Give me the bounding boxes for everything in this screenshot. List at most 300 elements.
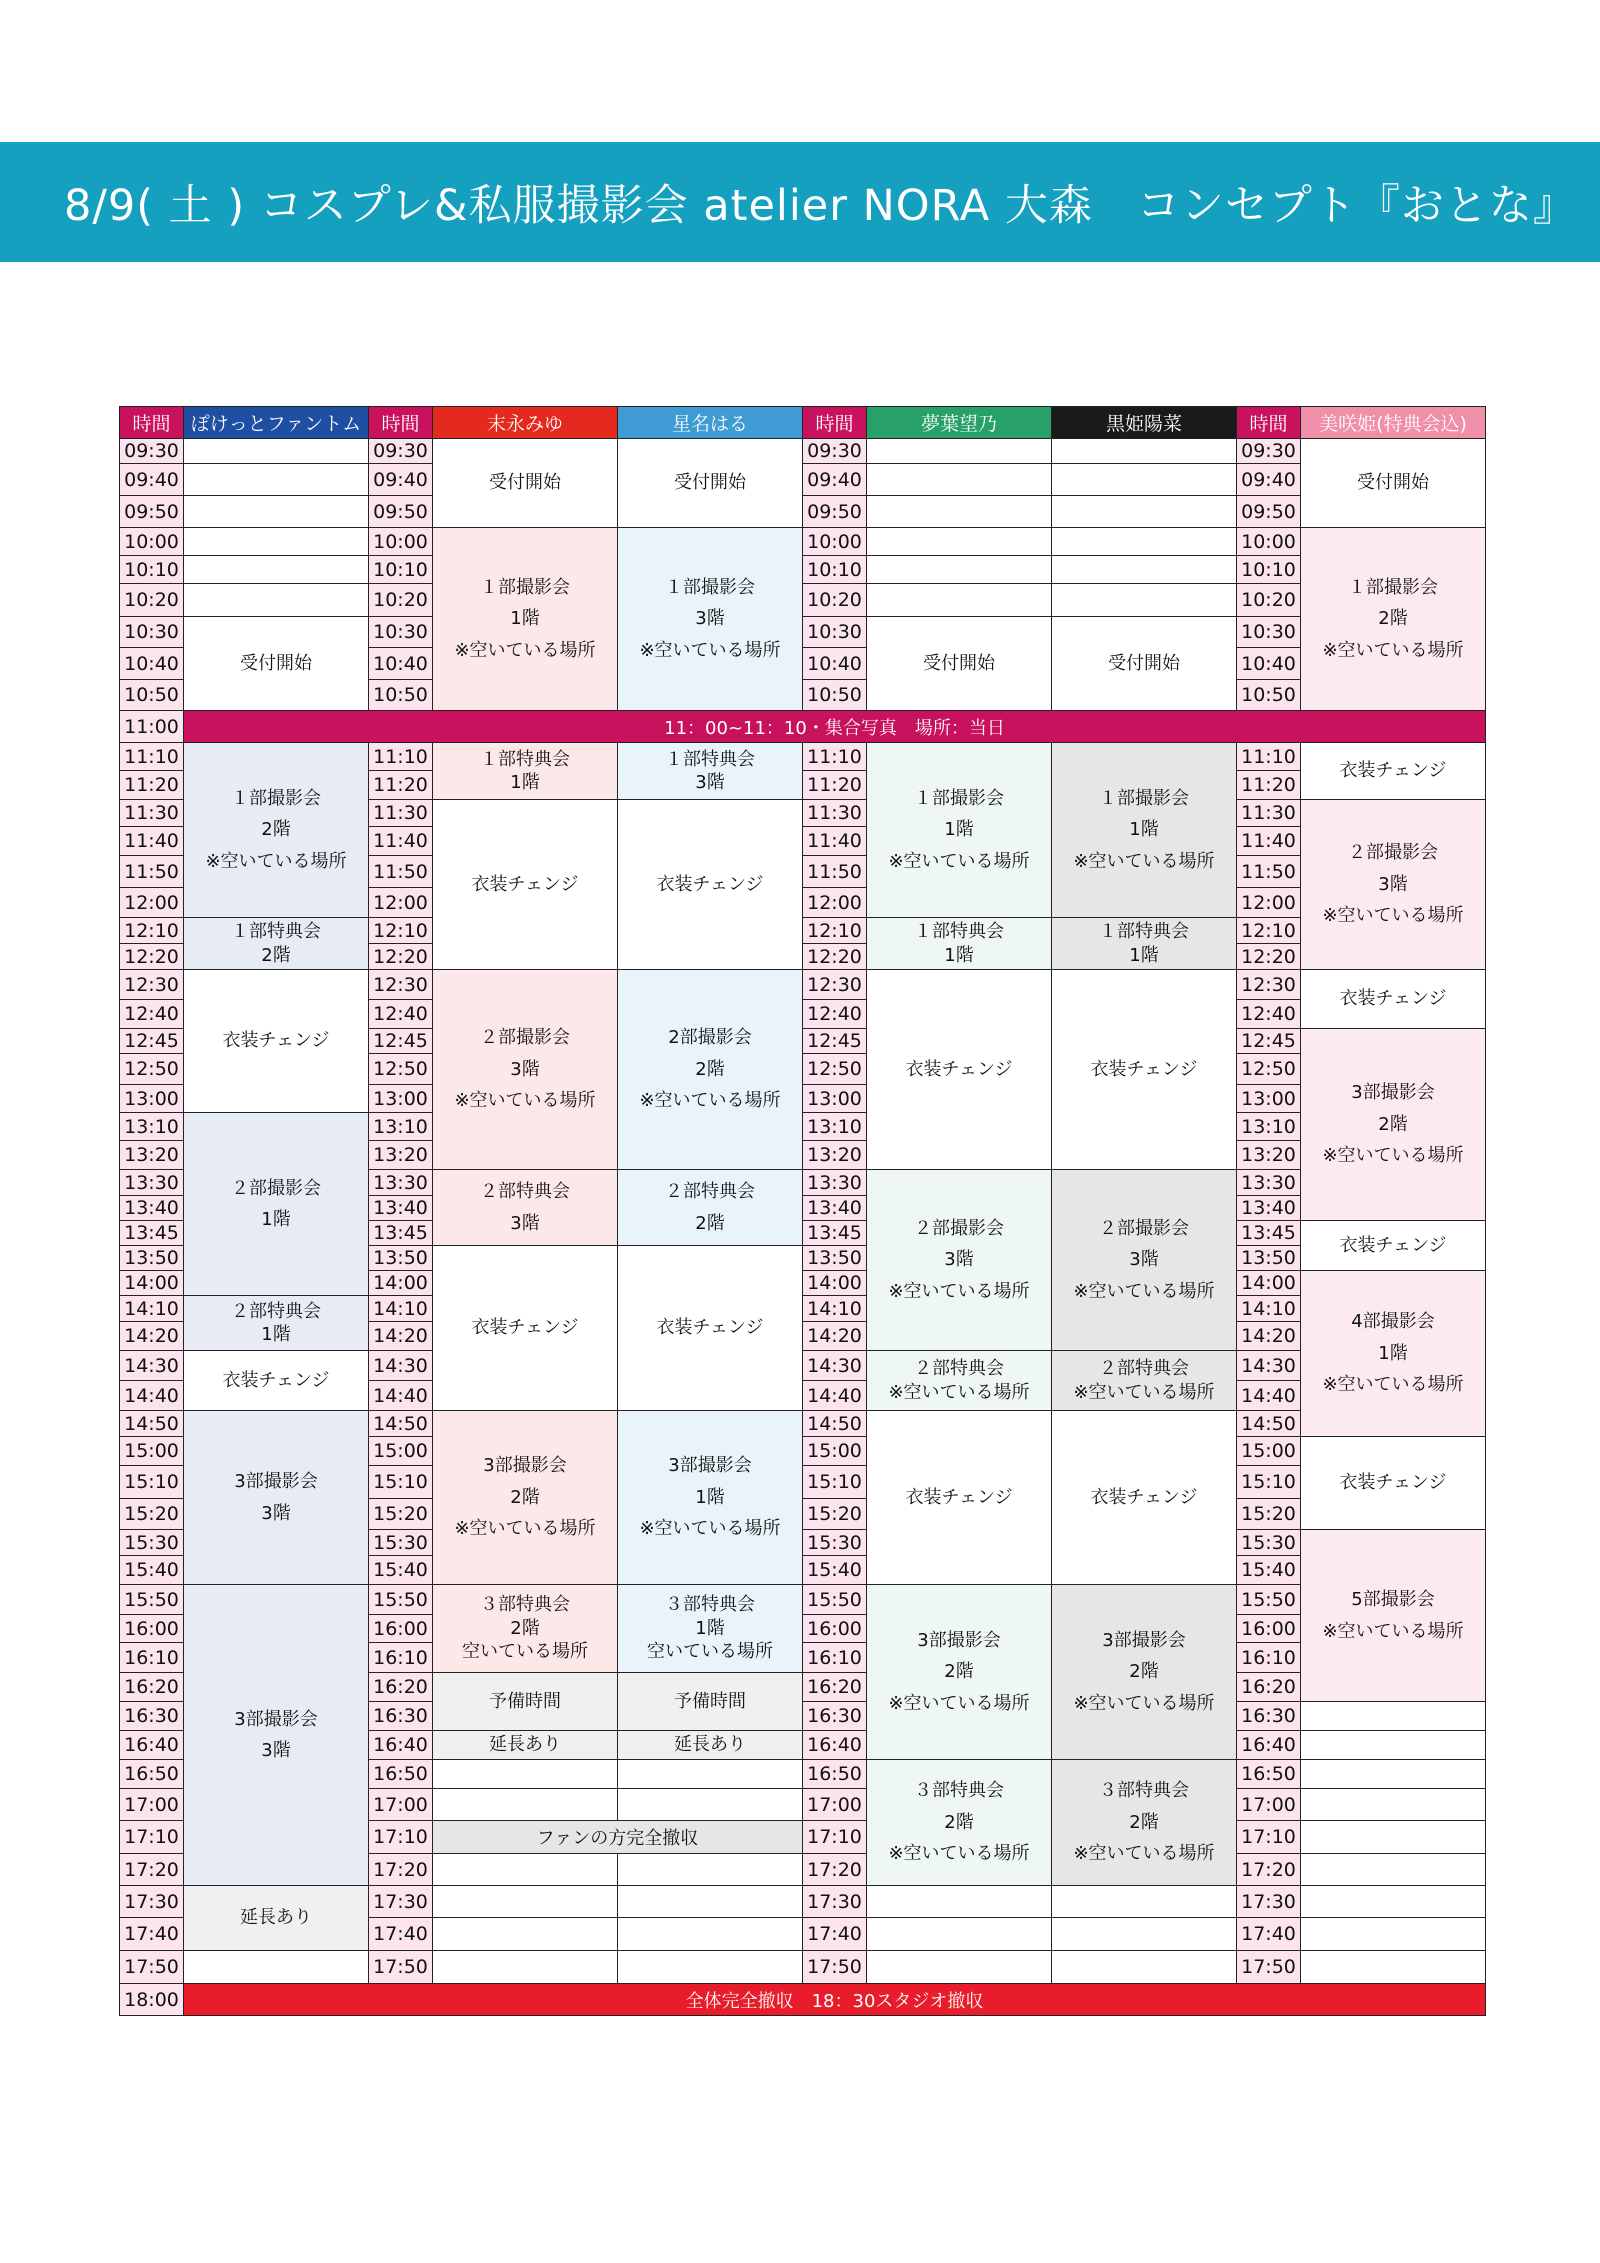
session-text: 4部撮影会: [1351, 1311, 1435, 1333]
time-cell: 10:50: [1236, 679, 1301, 711]
session-text: 1階: [1378, 1342, 1408, 1364]
time-cell: 16:40: [368, 1730, 433, 1760]
session-text: 受付開始: [1357, 472, 1429, 494]
session-block: [866, 616, 1052, 711]
empty-slot: [617, 1885, 803, 1918]
session-text: 受付開始: [489, 472, 561, 494]
time-cell: 16:20: [119, 1672, 184, 1702]
time-cell: 14:10: [368, 1295, 433, 1322]
time-cell: 13:45: [119, 1220, 184, 1246]
session-text: ２部撮影会: [914, 1217, 1004, 1239]
session-block: [1300, 1220, 1486, 1271]
session-text: ２部撮影会: [231, 1177, 321, 1199]
time-cell: 15:30: [1236, 1529, 1301, 1556]
time-cell: 15:30: [802, 1529, 867, 1556]
session-text: ※空いている場所: [1322, 905, 1464, 927]
empty-slot: [1300, 1917, 1486, 1951]
time-cell: 11:50: [368, 855, 433, 888]
session-text: ２部特典会: [231, 1300, 321, 1322]
empty-slot: [866, 1950, 1052, 1984]
time-cell: 09:40: [119, 463, 184, 496]
session-text: １部撮影会: [480, 576, 570, 598]
session-text: ２部撮影会: [1348, 842, 1438, 864]
session-block: [432, 1410, 618, 1585]
time-cell: 17:40: [802, 1917, 867, 1951]
session-block: [183, 1350, 369, 1411]
session-text: 3部撮影会: [1102, 1629, 1186, 1651]
time-cell: 11:40: [802, 826, 867, 856]
time-cell: 11:20: [119, 770, 184, 800]
time-cell: 13:45: [368, 1220, 433, 1246]
session-text: ※空いている場所: [639, 1518, 781, 1540]
time-cell: 11:20: [368, 770, 433, 800]
time-cell: 16:10: [368, 1642, 433, 1673]
session-text: １部撮影会: [1348, 576, 1438, 598]
empty-slot: [1300, 1885, 1486, 1918]
session-block: [432, 1730, 618, 1760]
time-cell: 10:20: [802, 583, 867, 617]
session-block: [183, 1112, 369, 1296]
session-text: １部特典会: [480, 748, 570, 770]
time-cell: 09:30: [368, 438, 433, 464]
empty-slot: [1051, 1950, 1237, 1984]
session-text: ※空いている場所: [1073, 1843, 1215, 1865]
session-text: ２部撮影会: [480, 1027, 570, 1049]
session-text: 衣装チェンジ: [1339, 988, 1447, 1010]
session-text: ※空いている場所: [639, 1090, 781, 1112]
time-cell: 11:20: [802, 770, 867, 800]
time-cell: 09:50: [802, 495, 867, 528]
empty-slot: [1051, 583, 1237, 617]
session-text: 2階: [944, 1661, 974, 1683]
session-block: [183, 1410, 369, 1585]
time-cell: 14:20: [1236, 1321, 1301, 1351]
time-cell: 14:10: [1236, 1295, 1301, 1322]
time-cell: 13:20: [802, 1140, 867, 1170]
time-cell: 10:30: [802, 616, 867, 648]
session-text: １部撮影会: [1099, 787, 1189, 809]
time-cell: 15:40: [802, 1555, 867, 1585]
time-cell: 13:50: [368, 1245, 433, 1271]
session-text: ※空いている場所: [888, 1843, 1030, 1865]
session-block: [1051, 969, 1237, 1170]
time-cell: 15:00: [802, 1436, 867, 1466]
time-cell: 17:30: [802, 1885, 867, 1918]
session-text: 衣装チェンジ: [656, 1317, 764, 1339]
time-cell: 12:10: [119, 917, 184, 944]
time-cell: 17:50: [802, 1950, 867, 1984]
empty-slot: [432, 1853, 618, 1886]
time-cell: 14:20: [802, 1321, 867, 1351]
time-cell: 12:50: [1236, 1053, 1301, 1085]
time-cell: 15:00: [1236, 1436, 1301, 1466]
empty-slot: [1300, 1701, 1486, 1731]
session-text: 衣装チェンジ: [1090, 1486, 1198, 1508]
session-block: [432, 969, 618, 1170]
session-text: 3階: [261, 1740, 291, 1761]
time-cell: 10:10: [368, 555, 433, 584]
session-block: [617, 969, 803, 1170]
time-cell: 15:40: [368, 1555, 433, 1585]
time-cell: 12:45: [119, 1028, 184, 1054]
session-text: 3階: [695, 608, 725, 630]
time-cell: 14:00: [368, 1270, 433, 1296]
session-text: 1階: [1129, 819, 1159, 841]
session-text: 2階: [261, 944, 291, 966]
session-block: [432, 1169, 618, 1246]
session-text: 受付開始: [1108, 652, 1180, 674]
time-cell: 13:45: [802, 1220, 867, 1246]
time-cell: 11:50: [802, 855, 867, 888]
session-text: 衣装チェンジ: [1339, 1234, 1447, 1256]
time-cell: 14:20: [119, 1321, 184, 1351]
time-cell: 15:30: [119, 1529, 184, 1556]
time-cell: 12:30: [1236, 969, 1301, 1000]
model-header: 夢葉望乃: [866, 406, 1052, 439]
title-banner: [0, 142, 1600, 262]
empty-slot: [617, 1950, 803, 1984]
session-text: ※空いている場所: [888, 850, 1030, 872]
time-cell: 12:45: [368, 1028, 433, 1054]
session-text: 2階: [1129, 1661, 1159, 1683]
time-cell: 15:20: [119, 1498, 184, 1530]
time-cell: 10:10: [1236, 555, 1301, 584]
session-text: ※空いている場所: [1322, 1145, 1464, 1167]
time-cell: 09:40: [1236, 463, 1301, 496]
session-text: 2階: [1378, 1113, 1408, 1135]
time-cell: 16:00: [1236, 1614, 1301, 1643]
session-text: ※空いている場所: [888, 1381, 1030, 1403]
session-text: 延長あり: [674, 1734, 746, 1756]
time-cell: 14:20: [368, 1321, 433, 1351]
session-block: [1300, 799, 1486, 970]
time-cell: 16:50: [368, 1759, 433, 1789]
empty-slot: [183, 527, 369, 556]
time-cell: 12:20: [368, 943, 433, 970]
session-text: 受付開始: [240, 652, 312, 674]
time-cell: 16:20: [802, 1672, 867, 1702]
session-block: [432, 1245, 618, 1411]
session-block: [1051, 742, 1237, 918]
session-text: ２部特典会: [914, 1358, 1004, 1380]
session-block: [866, 1584, 1052, 1760]
empty-slot: [183, 555, 369, 584]
time-cell: 17:00: [119, 1788, 184, 1821]
empty-slot: [183, 438, 369, 464]
session-block: [1051, 1759, 1237, 1886]
session-text: 3階: [510, 1058, 540, 1080]
session-block: [617, 1410, 803, 1585]
session-text: ※空いている場所: [888, 1280, 1030, 1302]
time-cell: 17:20: [368, 1853, 433, 1886]
session-block: [183, 1885, 369, 1951]
time-cell: 17:40: [368, 1917, 433, 1951]
time-cell: 13:50: [1236, 1245, 1301, 1271]
time-cell: 16:40: [1236, 1730, 1301, 1760]
time-cell: 16:50: [119, 1759, 184, 1789]
time-cell: 16:40: [802, 1730, 867, 1760]
time-cell: 15:00: [368, 1436, 433, 1466]
time-cell: 15:30: [368, 1529, 433, 1556]
empty-slot: [866, 1917, 1052, 1951]
session-text: 衣装チェンジ: [222, 1030, 330, 1052]
session-text: １部特典会: [914, 921, 1004, 943]
session-text: 延長あり: [240, 1907, 312, 1929]
empty-slot: [617, 1917, 803, 1951]
session-text: 3階: [695, 772, 725, 793]
session-block: [432, 527, 618, 711]
session-block: [1300, 527, 1486, 711]
session-text: ３部特典会: [914, 1780, 1004, 1802]
time-cell: 16:20: [1236, 1672, 1301, 1702]
session-text: 2階: [1378, 608, 1408, 630]
time-cell: 13:10: [1236, 1112, 1301, 1141]
time-cell: 14:00: [1236, 1270, 1301, 1296]
session-block: [1051, 1584, 1237, 1760]
time-cell: 13:30: [1236, 1169, 1301, 1196]
session-text: 空いている場所: [462, 1641, 588, 1663]
session-text: ２部撮影会: [1099, 1217, 1189, 1239]
session-text: ※空いている場所: [205, 850, 347, 872]
time-cell: 14:30: [1236, 1350, 1301, 1381]
empty-slot: [183, 495, 369, 528]
time-cell: 13:40: [119, 1195, 184, 1221]
empty-slot: [1051, 495, 1237, 528]
session-text: 1階: [510, 772, 540, 793]
time-cell: 12:30: [368, 969, 433, 1000]
time-cell: 10:40: [368, 647, 433, 680]
time-cell: 14:50: [802, 1410, 867, 1437]
session-block: [432, 799, 618, 970]
time-cell: 11:40: [119, 826, 184, 856]
session-block: [1300, 438, 1486, 528]
session-text: ※空いている場所: [454, 639, 596, 661]
session-text: 2階: [510, 1486, 540, 1508]
session-text: １部特典会: [1099, 921, 1189, 943]
session-text: 1階: [261, 1324, 291, 1345]
time-cell: 12:45: [1236, 1028, 1301, 1054]
session-text: ３部特典会: [480, 1594, 570, 1616]
time-cell: 12:10: [1236, 917, 1301, 944]
time-cell: 12:40: [119, 999, 184, 1029]
session-block: [432, 742, 618, 800]
time-cell: 13:20: [368, 1140, 433, 1170]
time-cell: 12:50: [802, 1053, 867, 1085]
session-text: ※空いている場所: [1073, 850, 1215, 872]
session-block: [617, 1584, 803, 1673]
time-cell: 14:00: [802, 1270, 867, 1296]
session-text: ※空いている場所: [639, 639, 781, 661]
empty-slot: [432, 1759, 618, 1789]
session-text: 3部撮影会: [917, 1629, 1001, 1651]
empty-slot: [866, 463, 1052, 496]
session-text: 2階: [695, 1058, 725, 1080]
session-text: 2階: [510, 1617, 540, 1639]
session-text: ※空いている場所: [888, 1692, 1030, 1714]
session-block: [183, 1295, 369, 1351]
time-cell: 11:10: [1236, 742, 1301, 771]
session-text: 2階: [695, 1212, 725, 1234]
time-cell: 09:50: [119, 495, 184, 528]
session-text: 1階: [695, 1617, 725, 1639]
session-block: [617, 1245, 803, 1411]
time-cell: 17:00: [1236, 1788, 1301, 1821]
session-text: 2階: [261, 819, 291, 841]
session-block: [617, 438, 803, 528]
time-cell: 16:30: [119, 1701, 184, 1731]
time-cell: 11:40: [1236, 826, 1301, 856]
time-cell: 15:00: [119, 1436, 184, 1466]
time-cell: 13:40: [802, 1195, 867, 1221]
session-text: 1階: [261, 1209, 291, 1230]
session-text: １部特典会: [665, 748, 755, 770]
session-text: 衣装チェンジ: [1090, 1058, 1198, 1080]
time-cell: 09:50: [1236, 495, 1301, 528]
session-text: 受付開始: [674, 472, 746, 494]
session-block: [183, 969, 369, 1113]
time-cell: 16:50: [802, 1759, 867, 1789]
time-cell: 12:40: [1236, 999, 1301, 1029]
page-title: 8/9( 土 ) コスプレ&私服撮影会 atelier NORA 大森 コンセプト『おとな』: [64, 180, 1577, 231]
session-block: [432, 1584, 618, 1673]
time-cell: 12:30: [802, 969, 867, 1000]
time-cell: 16:00: [368, 1614, 433, 1643]
time-cell: 12:20: [802, 943, 867, 970]
empty-slot: [866, 583, 1052, 617]
session-block: [183, 917, 369, 970]
session-text: 空いている場所: [647, 1641, 773, 1663]
session-text: 3部撮影会: [1351, 1082, 1435, 1104]
time-cell: 10:10: [802, 555, 867, 584]
time-cell: 16:00: [802, 1614, 867, 1643]
time-cell: 14:10: [802, 1295, 867, 1322]
time-cell: 14:30: [119, 1350, 184, 1381]
time-cell: 16:30: [1236, 1701, 1301, 1731]
session-block: [617, 799, 803, 970]
time-cell: 10:40: [119, 647, 184, 680]
time-cell: 12:20: [119, 943, 184, 970]
empty-slot: [866, 527, 1052, 556]
session-text: 2階: [1129, 1811, 1159, 1833]
session-block: [1051, 1410, 1237, 1585]
empty-slot: [1051, 1885, 1237, 1918]
empty-slot: [432, 1950, 618, 1984]
session-text: 1階: [695, 1486, 725, 1508]
empty-slot: [866, 438, 1052, 464]
time-header: 時間: [119, 406, 184, 439]
session-text: 1階: [510, 608, 540, 630]
time-cell: 16:00: [119, 1614, 184, 1643]
time-header: 時間: [368, 406, 433, 439]
session-text: 1階: [944, 819, 974, 841]
model-header: 星名はる: [617, 406, 803, 439]
session-block: [1300, 742, 1486, 800]
session-block: [617, 1730, 803, 1760]
time-cell: 17:50: [119, 1950, 184, 1984]
session-block: [432, 438, 618, 528]
time-cell: 17:50: [1236, 1950, 1301, 1984]
empty-slot: [1051, 438, 1237, 464]
empty-slot: [1300, 1820, 1486, 1854]
time-cell: 10:00: [802, 527, 867, 556]
time-cell: 11:30: [368, 799, 433, 827]
session-text: 衣装チェンジ: [1339, 760, 1447, 782]
session-text: 5部撮影会: [1351, 1589, 1435, 1610]
session-block: [866, 1759, 1052, 1886]
empty-slot: [432, 1917, 618, 1951]
time-cell: 13:50: [119, 1245, 184, 1271]
session-text: ※空いている場所: [1073, 1280, 1215, 1302]
session-text: 2階: [944, 1811, 974, 1833]
model-header: 美咲姫(特典会込): [1300, 406, 1486, 439]
time-cell: 15:50: [802, 1584, 867, 1615]
time-cell: 17:40: [119, 1917, 184, 1951]
time-cell: 11:50: [119, 855, 184, 888]
session-text: 3階: [510, 1212, 540, 1234]
session-block: [866, 969, 1052, 1170]
empty-slot: [1300, 1730, 1486, 1760]
time-cell: 10:20: [1236, 583, 1301, 617]
model-header: ぽけっとファントム: [183, 406, 369, 439]
session-text: 3部撮影会: [234, 1471, 318, 1492]
time-cell: 12:45: [802, 1028, 867, 1054]
session-text: 2部撮影会: [668, 1027, 752, 1049]
time-cell: 13:40: [1236, 1195, 1301, 1221]
time-cell: 10:50: [802, 679, 867, 711]
session-block: [866, 1410, 1052, 1585]
fan-exit-banner: ファンの方完全撤収: [432, 1820, 803, 1854]
time-cell: 11:10: [368, 742, 433, 771]
session-text: 予備時間: [674, 1690, 746, 1712]
time-cell: 17:10: [368, 1820, 433, 1854]
session-text: ２部特典会: [665, 1181, 755, 1202]
time-cell: 16:30: [802, 1701, 867, 1731]
time-cell: 13:10: [802, 1112, 867, 1141]
empty-slot: [183, 583, 369, 617]
empty-slot: [432, 1788, 618, 1821]
session-text: ２部特典会: [1099, 1358, 1189, 1380]
time-cell: 17:40: [1236, 1917, 1301, 1951]
time-cell: 11:30: [802, 799, 867, 827]
time-cell: 12:20: [1236, 943, 1301, 970]
time-cell: 12:00: [802, 887, 867, 918]
time-cell: 17:30: [119, 1885, 184, 1918]
time-cell: 10:00: [119, 527, 184, 556]
time-cell: 11:10: [802, 742, 867, 771]
empty-slot: [617, 1759, 803, 1789]
session-block: [1051, 616, 1237, 711]
time-cell: 15:10: [368, 1465, 433, 1499]
time-cell: 12:10: [368, 917, 433, 944]
session-text: １部撮影会: [665, 576, 755, 598]
time-cell: 17:00: [802, 1788, 867, 1821]
session-block: [866, 742, 1052, 918]
time-cell: 14:40: [802, 1380, 867, 1411]
session-block: [1300, 1270, 1486, 1437]
session-block: [617, 742, 803, 800]
session-block: [617, 1169, 803, 1246]
empty-slot: [1300, 1759, 1486, 1789]
session-text: ３部特典会: [665, 1594, 755, 1616]
time-cell: 12:30: [119, 969, 184, 1000]
time-cell: 15:10: [1236, 1465, 1301, 1499]
time-cell: 15:20: [802, 1498, 867, 1530]
time-cell: 13:20: [119, 1140, 184, 1170]
time-cell: 09:30: [119, 438, 184, 464]
time-cell: 11:10: [119, 742, 184, 771]
empty-slot: [183, 463, 369, 496]
time-cell: 11:30: [119, 799, 184, 827]
